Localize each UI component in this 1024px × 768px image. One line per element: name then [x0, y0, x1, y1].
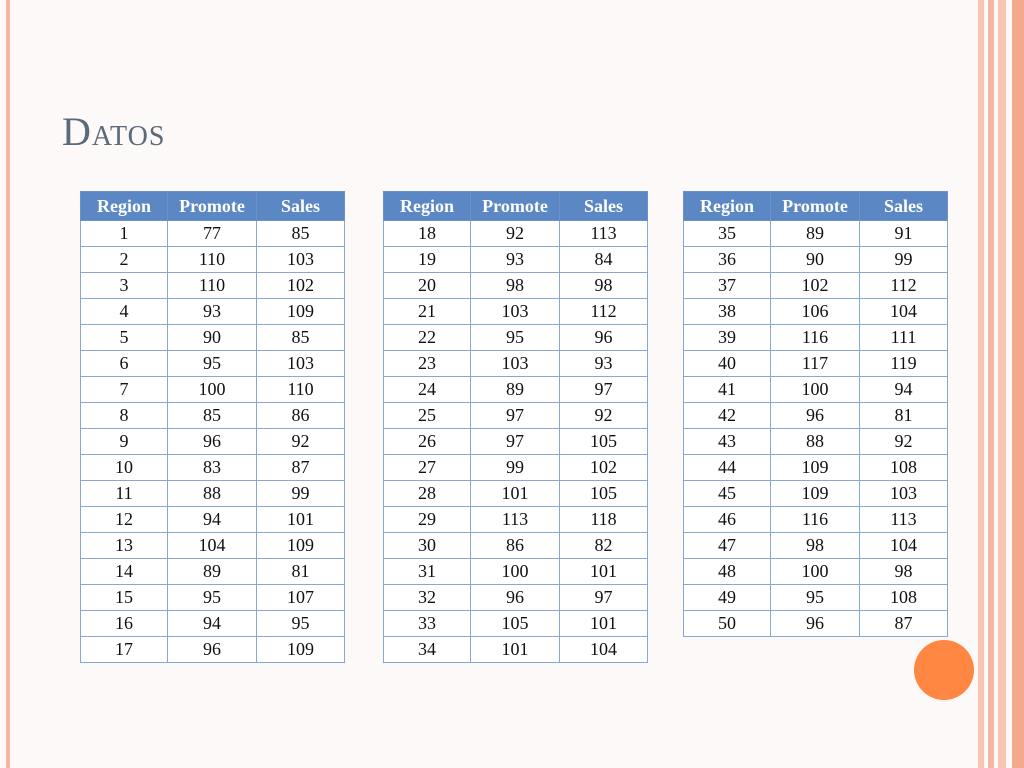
table-cell: 40 — [684, 351, 771, 377]
table-cell: 98 — [771, 533, 860, 559]
table-cell: 85 — [257, 325, 345, 351]
table-cell: 86 — [257, 403, 345, 429]
table-cell: 22 — [384, 325, 471, 351]
table-header-row — [81, 192, 345, 221]
table-cell: 98 — [471, 273, 560, 299]
table-row — [384, 585, 648, 611]
table-cell: 19 — [384, 247, 471, 273]
table-cell: 27 — [384, 455, 471, 481]
table-row — [684, 585, 948, 611]
table-cell: 32 — [384, 585, 471, 611]
table-cell: 1 — [81, 221, 168, 247]
table-cell: 95 — [257, 611, 345, 637]
table-cell: 103 — [257, 247, 345, 273]
column-header: Promote — [471, 192, 560, 221]
table-cell: 97 — [560, 585, 648, 611]
column-header: Region — [684, 192, 771, 221]
table-cell: 96 — [560, 325, 648, 351]
table-cell: 28 — [384, 481, 471, 507]
table-cell: 100 — [471, 559, 560, 585]
table-cell: 92 — [560, 403, 648, 429]
data-table-2 — [383, 191, 648, 663]
table-cell: 15 — [81, 585, 168, 611]
table-row — [384, 325, 648, 351]
table-cell: 17 — [81, 637, 168, 663]
table-row — [684, 299, 948, 325]
table-cell: 103 — [257, 351, 345, 377]
table-cell: 104 — [860, 533, 948, 559]
table-cell: 98 — [560, 273, 648, 299]
table-cell: 4 — [81, 299, 168, 325]
table-cell: 95 — [168, 585, 257, 611]
table-cell: 23 — [384, 351, 471, 377]
table-row — [384, 273, 648, 299]
table-cell: 105 — [560, 481, 648, 507]
table-cell: 29 — [384, 507, 471, 533]
table-cell: 97 — [471, 403, 560, 429]
table-row — [384, 429, 648, 455]
table-cell: 90 — [168, 325, 257, 351]
table-cell: 103 — [471, 351, 560, 377]
table-cell: 110 — [257, 377, 345, 403]
table-cell: 116 — [771, 325, 860, 351]
table-cell: 106 — [771, 299, 860, 325]
table-body — [384, 221, 648, 663]
table-cell: 95 — [168, 351, 257, 377]
table-cell: 113 — [471, 507, 560, 533]
data-table-1 — [80, 191, 345, 663]
table-cell: 39 — [684, 325, 771, 351]
left-border-stripe — [6, 0, 10, 768]
table-row — [684, 507, 948, 533]
table-row — [384, 611, 648, 637]
table-cell: 89 — [471, 377, 560, 403]
table-row — [684, 481, 948, 507]
table-cell: 25 — [384, 403, 471, 429]
table-row — [384, 455, 648, 481]
table-cell: 5 — [81, 325, 168, 351]
table-cell: 11 — [81, 481, 168, 507]
table-cell: 97 — [560, 377, 648, 403]
table-cell: 100 — [771, 559, 860, 585]
table-cell: 92 — [471, 221, 560, 247]
table-cell: 105 — [471, 611, 560, 637]
table-cell: 43 — [684, 429, 771, 455]
table-cell: 109 — [771, 481, 860, 507]
table-cell: 20 — [384, 273, 471, 299]
table-cell: 96 — [771, 403, 860, 429]
table-cell: 96 — [471, 585, 560, 611]
table-cell: 113 — [560, 221, 648, 247]
table-cell: 95 — [771, 585, 860, 611]
table-cell: 9 — [81, 429, 168, 455]
table-row — [81, 247, 345, 273]
table-cell: 92 — [257, 429, 345, 455]
table-row — [384, 637, 648, 663]
table-row — [384, 403, 648, 429]
table-cell: 89 — [771, 221, 860, 247]
table-row — [684, 247, 948, 273]
table-cell: 83 — [168, 455, 257, 481]
table-cell: 109 — [257, 533, 345, 559]
table-cell: 100 — [168, 377, 257, 403]
table-row — [384, 351, 648, 377]
table-cell: 10 — [81, 455, 168, 481]
table-cell: 12 — [81, 507, 168, 533]
table-cell: 119 — [860, 351, 948, 377]
table-row — [81, 637, 345, 663]
table-row — [384, 559, 648, 585]
column-header: Promote — [771, 192, 860, 221]
slide-title: Datos — [62, 109, 166, 154]
right-border-stripe — [978, 0, 984, 768]
table-row — [384, 377, 648, 403]
table-cell: 45 — [684, 481, 771, 507]
table-cell: 101 — [560, 559, 648, 585]
table-cell: 47 — [684, 533, 771, 559]
table-cell: 96 — [168, 637, 257, 663]
table-header-row — [384, 192, 648, 221]
table-cell: 33 — [384, 611, 471, 637]
table-row — [684, 325, 948, 351]
table-cell: 103 — [471, 299, 560, 325]
table-cell: 109 — [257, 637, 345, 663]
table-cell: 37 — [684, 273, 771, 299]
table-cell: 94 — [168, 507, 257, 533]
table-cell: 16 — [81, 611, 168, 637]
table-row — [684, 403, 948, 429]
table-cell: 6 — [81, 351, 168, 377]
table-row — [384, 299, 648, 325]
table-cell: 85 — [257, 221, 345, 247]
table-cell: 111 — [860, 325, 948, 351]
table-cell: 21 — [384, 299, 471, 325]
column-header: Sales — [860, 192, 948, 221]
table-cell: 101 — [560, 611, 648, 637]
table-cell: 99 — [471, 455, 560, 481]
table-row — [684, 429, 948, 455]
table-cell: 116 — [771, 507, 860, 533]
table-cell: 117 — [771, 351, 860, 377]
table-row — [684, 377, 948, 403]
table-cell: 3 — [81, 273, 168, 299]
table-row — [684, 559, 948, 585]
table-cell: 102 — [771, 273, 860, 299]
table-cell: 90 — [771, 247, 860, 273]
table-cell: 113 — [860, 507, 948, 533]
table-header-row — [684, 192, 948, 221]
table-cell: 100 — [771, 377, 860, 403]
table-row — [684, 611, 948, 637]
table-row — [384, 221, 648, 247]
table-cell: 14 — [81, 559, 168, 585]
table-cell: 41 — [684, 377, 771, 403]
right-border-stripe — [1012, 0, 1024, 768]
table-cell: 49 — [684, 585, 771, 611]
table-cell: 109 — [771, 455, 860, 481]
table-cell: 35 — [684, 221, 771, 247]
table-cell: 108 — [860, 455, 948, 481]
table-row — [81, 221, 345, 247]
table-row — [684, 221, 948, 247]
table-row — [684, 273, 948, 299]
table-row — [384, 247, 648, 273]
table-row — [81, 481, 345, 507]
table-cell: 7 — [81, 377, 168, 403]
table-cell: 50 — [684, 611, 771, 637]
table-cell: 85 — [168, 403, 257, 429]
table-cell: 98 — [860, 559, 948, 585]
table-cell: 2 — [81, 247, 168, 273]
table-cell: 102 — [257, 273, 345, 299]
table-row — [384, 481, 648, 507]
table-row — [81, 611, 345, 637]
table-cell: 13 — [81, 533, 168, 559]
table-cell: 87 — [860, 611, 948, 637]
table-cell: 104 — [860, 299, 948, 325]
table-cell: 8 — [81, 403, 168, 429]
table-cell: 88 — [771, 429, 860, 455]
table-cell: 101 — [471, 481, 560, 507]
table-cell: 110 — [168, 247, 257, 273]
table-cell: 101 — [257, 507, 345, 533]
table-cell: 42 — [684, 403, 771, 429]
decorative-circle — [914, 640, 974, 700]
table-cell: 81 — [860, 403, 948, 429]
table-cell: 30 — [384, 533, 471, 559]
table-row — [81, 351, 345, 377]
table-cell: 108 — [860, 585, 948, 611]
column-header: Sales — [560, 192, 648, 221]
table-cell: 82 — [560, 533, 648, 559]
right-border-stripe — [988, 0, 994, 768]
table-cell: 38 — [684, 299, 771, 325]
table-cell: 91 — [860, 221, 948, 247]
table-row — [81, 429, 345, 455]
table-cell: 96 — [168, 429, 257, 455]
table-row — [81, 533, 345, 559]
table-row — [384, 507, 648, 533]
table-cell: 24 — [384, 377, 471, 403]
table-row — [81, 559, 345, 585]
right-border-stripe — [998, 0, 1006, 768]
table-cell: 18 — [384, 221, 471, 247]
table-row — [81, 299, 345, 325]
table-cell: 99 — [860, 247, 948, 273]
table-row — [684, 533, 948, 559]
table-cell: 84 — [560, 247, 648, 273]
table-cell: 105 — [560, 429, 648, 455]
table-cell: 89 — [168, 559, 257, 585]
data-table-3 — [683, 191, 948, 637]
column-header: Sales — [257, 192, 345, 221]
table-cell: 34 — [384, 637, 471, 663]
table-cell: 94 — [860, 377, 948, 403]
table-row — [81, 507, 345, 533]
table-cell: 104 — [560, 637, 648, 663]
table-cell: 99 — [257, 481, 345, 507]
table-cell: 92 — [860, 429, 948, 455]
table-body — [684, 221, 948, 637]
table-row — [81, 273, 345, 299]
table-cell: 95 — [471, 325, 560, 351]
table-cell: 93 — [471, 247, 560, 273]
table-cell: 26 — [384, 429, 471, 455]
table-row — [684, 455, 948, 481]
table-row — [81, 455, 345, 481]
table-cell: 96 — [771, 611, 860, 637]
table-cell: 48 — [684, 559, 771, 585]
table-row — [81, 403, 345, 429]
table-cell: 112 — [860, 273, 948, 299]
table-cell: 104 — [168, 533, 257, 559]
table-cell: 87 — [257, 455, 345, 481]
column-header: Region — [81, 192, 168, 221]
table-body — [81, 221, 345, 663]
table-cell: 81 — [257, 559, 345, 585]
table-cell: 36 — [684, 247, 771, 273]
table-cell: 102 — [560, 455, 648, 481]
table-cell: 93 — [168, 299, 257, 325]
table-cell: 44 — [684, 455, 771, 481]
table-cell: 86 — [471, 533, 560, 559]
table-cell: 93 — [560, 351, 648, 377]
table-cell: 101 — [471, 637, 560, 663]
table-cell: 97 — [471, 429, 560, 455]
table-row — [384, 533, 648, 559]
table-cell: 109 — [257, 299, 345, 325]
table-cell: 103 — [860, 481, 948, 507]
table-cell: 46 — [684, 507, 771, 533]
column-header: Region — [384, 192, 471, 221]
table-row — [81, 377, 345, 403]
table-cell: 112 — [560, 299, 648, 325]
table-cell: 110 — [168, 273, 257, 299]
table-row — [81, 325, 345, 351]
table-cell: 94 — [168, 611, 257, 637]
table-cell: 88 — [168, 481, 257, 507]
table-cell: 77 — [168, 221, 257, 247]
table-cell: 107 — [257, 585, 345, 611]
table-cell: 118 — [560, 507, 648, 533]
table-row — [81, 585, 345, 611]
table-cell: 31 — [384, 559, 471, 585]
table-row — [684, 351, 948, 377]
column-header: Promote — [168, 192, 257, 221]
